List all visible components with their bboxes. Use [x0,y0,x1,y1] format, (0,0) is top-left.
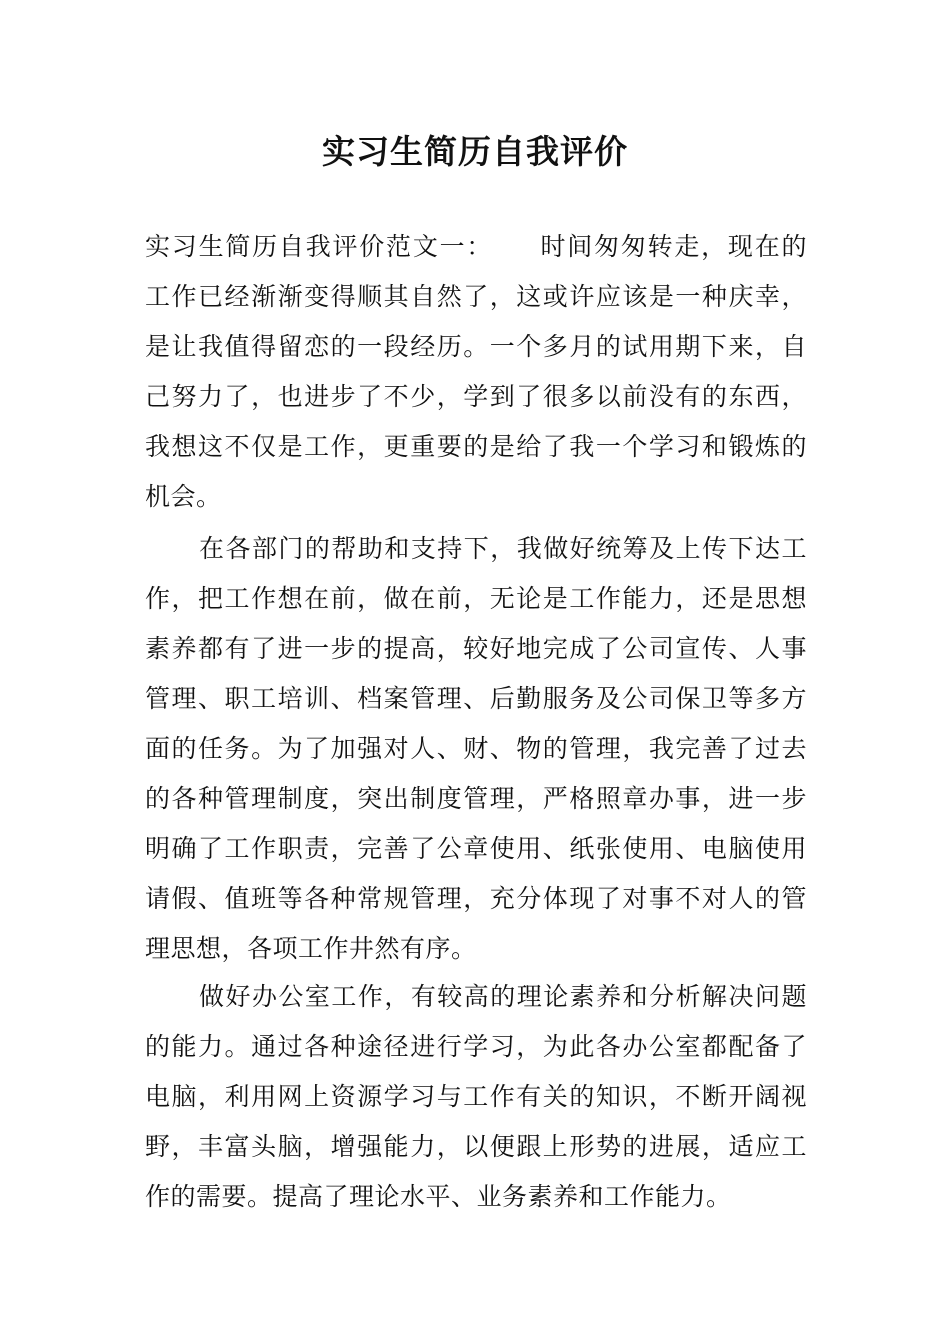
paragraph-3 [145,972,807,1222]
paragraph-line: 素养都有了进一步的提高，较好地完成了公司宣传、人事 [145,634,807,663]
paragraph-line: 电脑，利用网上资源学习与工作有关的知识，不断开阔视 [145,1082,807,1111]
paragraph-line: 的各种管理制度，突出制度管理，严格照章办事，进一步 [145,784,807,813]
section-heading: 实习生简历自我评价范文一： [145,232,494,261]
paragraph-line: 机会。 [145,482,222,511]
paragraph-line: 理思想，各项工作井然有序。 [145,934,477,963]
paragraph-line: 野，丰富头脑，增强能力，以便跟上形势的进展，适应工 [145,1132,807,1161]
paragraph-2 [145,524,807,974]
paragraph-line: 面的任务。为了加强对人、财、物的管理，我完善了过去 [145,734,807,763]
paragraph-line: 明确了工作职责，完善了公章使用、纸张使用、电脑使用 [145,834,807,863]
paragraph-line: 管理、职工培训、档案管理、后勤服务及公司保卫等多方 [145,684,807,713]
paragraph-line: 是让我值得留恋的一段经历。一个多月的试用期下来，自 [145,332,807,361]
paragraph-line: 己努力了，也进步了不少，学到了很多以前没有的东西， [145,382,807,411]
paragraph-text: 时间匆匆转走，现在的 [539,232,807,261]
paragraph-line: 的能力。通过各种途径进行学习，为此各办公室都配备了 [145,1032,807,1061]
paragraph-line: 工作已经渐渐变得顺其自然了，这或许应该是一种庆幸， [145,282,807,311]
paragraph-line: 做好办公室工作，有较高的理论素养和分析解决问题 [199,982,807,1011]
paragraph-line: 在各部门的帮助和支持下，我做好统筹及上传下达工 [199,534,807,563]
paragraph-1 [145,222,807,522]
paragraph-line: 请假、值班等各种常规管理，充分体现了对事不对人的管 [145,884,807,913]
document-title: 实习生简历自我评价 [322,132,628,171]
paragraph-line: 作，把工作想在前，做在前，无论是工作能力，还是思想 [145,584,807,613]
paragraph-line: 作的需要。提高了理论水平、业务素养和工作能力。 [145,1182,732,1211]
paragraph-line: 我想这不仅是工作，更重要的是给了我一个学习和锻炼的 [145,432,807,461]
paragraph-line [145,222,807,272]
